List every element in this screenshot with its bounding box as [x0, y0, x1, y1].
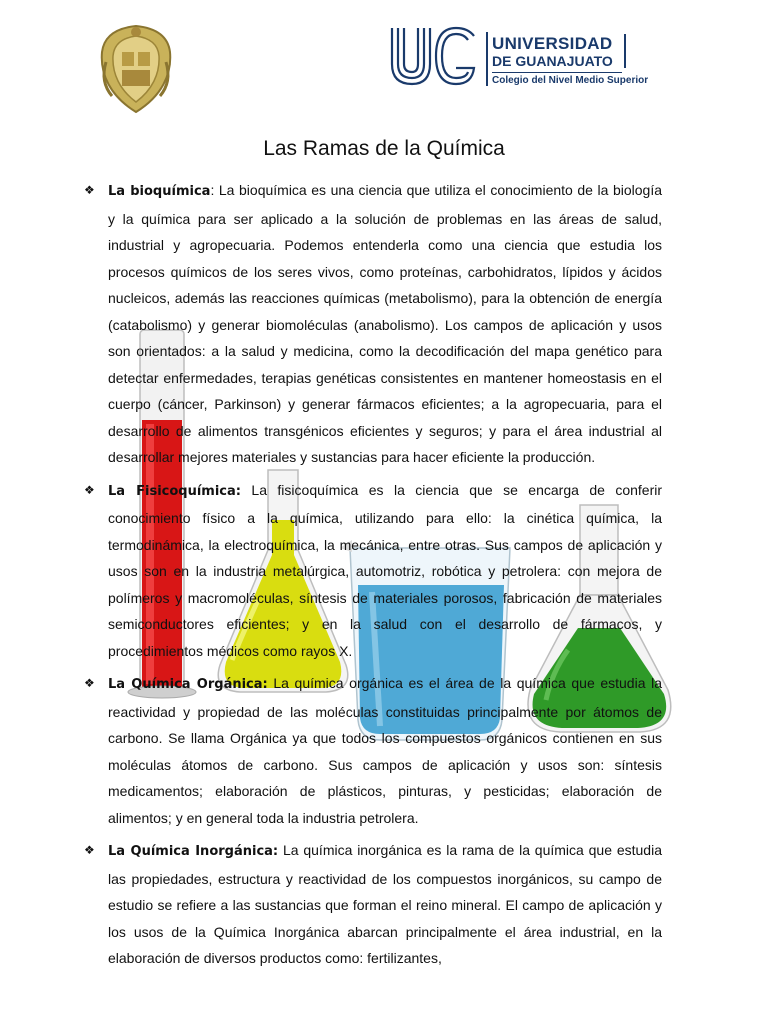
item-text: La química orgánica es el área de la química que estudia la reactividad y propiedad de las moléculas constituidas principalmente por átomos de carbono. Se llama Orgánica ya que todos los compuestos orgánicos contienen en sus moléculas átomos de carbono. Sus campos de aplicación y usos son: síntesis medicamentos; elaboración de plásticos, pinturas, y pesticidas; elaboración de alimentos; y en general toda la industria petrolera. — [108, 675, 663, 826]
item-term: La Química Orgánica: — [108, 677, 268, 692]
item-text: La química inorgánica es la rama de la química que estudia las propiedades, estructura y reactividad de los compuestos inorgánicos, su campo de estudio se refiere a las sustancias que forman el reino mineral. El campo de aplicación y los usos de la Química Inorgánica abarcan principalmente el área industrial, en la elaboración de diversos productos como: fertilizantes, — [108, 842, 662, 966]
college-name: Colegio del Nivel Medio Superior — [492, 75, 649, 86]
item-separator — [241, 482, 251, 498]
university-name-line2: DE GUANAJUATO — [492, 53, 613, 69]
list-item — [86, 670, 662, 831]
diamond-bullet-icon: ❖ — [84, 482, 95, 497]
list-item — [86, 177, 662, 471]
item-text: La bioquímica es una ciencia que utiliza el conocimiento de la biología y la química para ser aplicado a la solución de problemas en las áreas de salud, industrial y agropecuaria. Podemos entenderla como una ciencia que estudia los procesos químicos de los seres vivos, como proteínas, carbohidratos, lípidos y ácidos nucleicos, además las reacciones químicas (metabolismo), para la obtención de energía (catabolismo) y generar biomoléculas (anabolismo). Los campos de aplicación y usos son orientados: a la salud y medicina, como la decodificación del mapa genético para detectar enfermedades, terapias genéticas consistentes en mantener homeostasis en el cuerpo (cáncer, Parkinson) y generar fármacos eficientes; a la agropecuaria, para el desarrollo de alimentos transgénicos eficientes y seguros; y para el área industrial al desarrollar mejores materiales y sustancias para hacer eficiente la producción. — [108, 182, 662, 465]
page-title: Las Ramas de la Química — [263, 137, 505, 160]
item-separator: : — [210, 182, 219, 198]
item-term: La Fisicoquímica: — [108, 483, 241, 499]
diamond-bullet-icon: ❖ — [84, 676, 95, 690]
document-body — [86, 177, 662, 978]
university-name-line1: UNIVERSIDAD — [492, 34, 613, 53]
item-text: La fisicoquímica es la ciencia que se encarga de conferir conocimiento físico a la química, utilizando para ello: la cinética química, la termodinámica, la electroquímica, la mecánica, entre otras. Sus campos de aplicación y usos son en la industria metalúrgica, automotriz, robótica y petrolera: con mejora de polímeros y macromoléculas, síntesis de materiales porosos, fabricación de materiales semiconductores eficientes; y en la salud con el desarrollo de fármacos, y procedimientos médicos como rayos X. — [108, 481, 663, 659]
diamond-bullet-icon: ❖ — [84, 843, 95, 857]
list-item — [86, 477, 662, 665]
item-term: La Química Inorgánica: — [108, 844, 279, 859]
item-term: La bioquímica — [108, 184, 211, 199]
list-item — [86, 837, 662, 972]
diamond-bullet-icon: ❖ — [84, 183, 95, 197]
